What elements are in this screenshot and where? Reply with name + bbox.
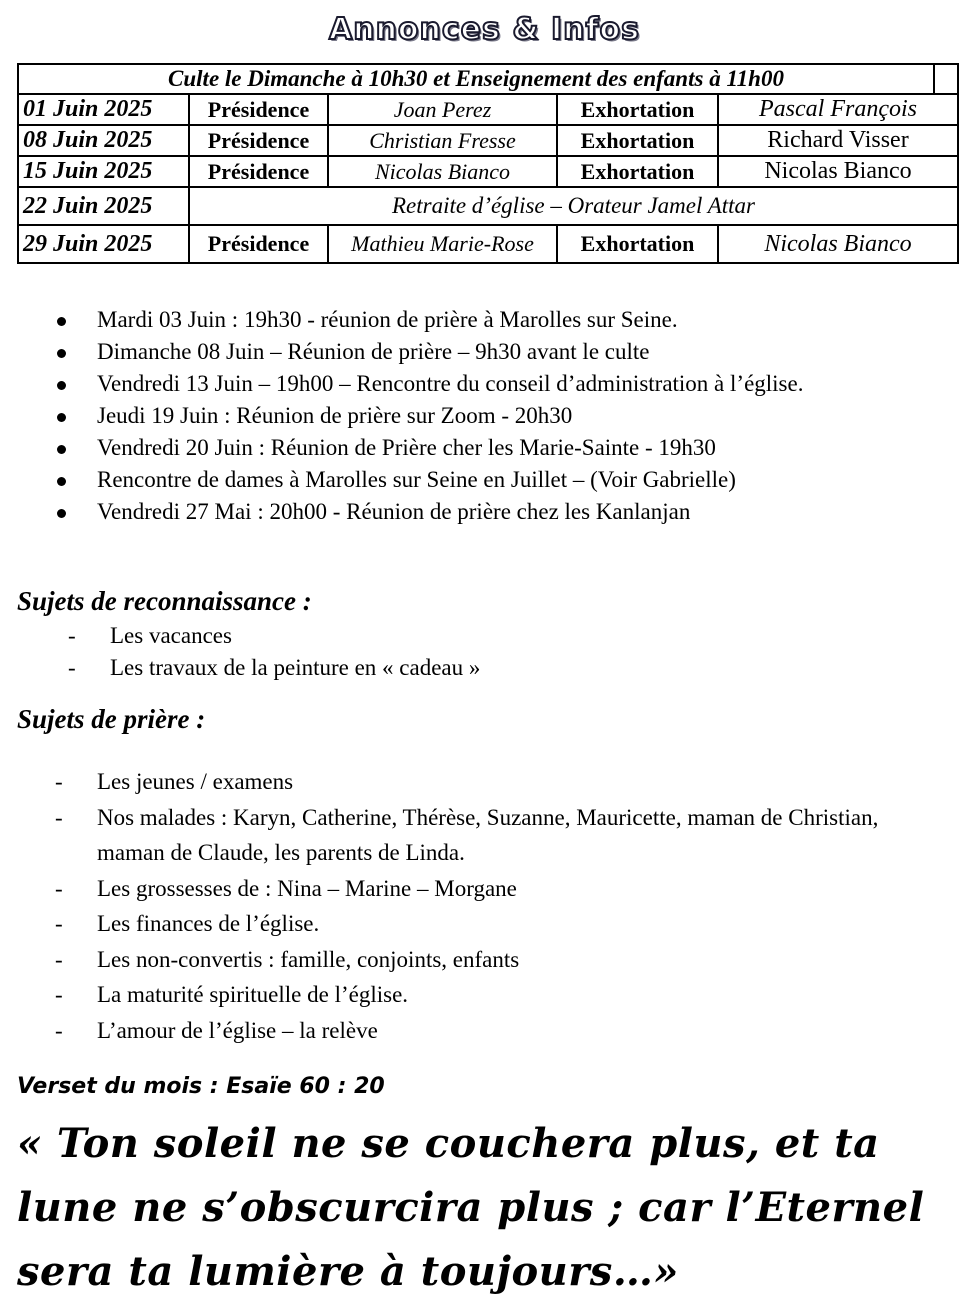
service-date: 01 Juin 2025 <box>18 94 189 125</box>
verse-text: « Ton soleil ne se couchera plus, et ta lune ne s’obscurcira plus ; car l’Eternel sera ta lumière à toujours…» <box>17 1120 925 1295</box>
table-row <box>18 94 958 125</box>
presidence-name: Christian Fresse <box>328 125 557 156</box>
schedule-header-row <box>18 64 958 94</box>
list-item: - Les finances de l’église. <box>97 906 927 942</box>
presidence-name: Mathieu Marie-Rose <box>328 225 557 263</box>
table-row <box>18 156 958 187</box>
role-exhortation: Exhortation <box>557 125 718 156</box>
list-item: Rencontre de dames à Marolles sur Seine en Juillet – (Voir Gabrielle) <box>97 464 927 496</box>
list-item: - Les vacances <box>110 620 910 652</box>
list-item: - Les non-convertis : famille, conjoints, enfants <box>97 942 927 978</box>
presidence-name: Nicolas Bianco <box>328 156 557 187</box>
prayer-title: Sujets de prière : <box>17 704 206 734</box>
schedule-header: Culte le Dimanche à 10h30 et Enseignement des enfants à 11h00 <box>18 64 934 94</box>
list-item: Mardi 03 Juin : 19h30 - réunion de prière à Marolles sur Seine. <box>97 304 927 336</box>
list-item: Vendredi 20 Juin : Réunion de Prière cher les Marie-Sainte - 19h30 <box>97 432 927 464</box>
table-row <box>18 225 958 263</box>
schedule-table <box>17 63 959 264</box>
gratitude-title: Sujets de reconnaissance : <box>17 586 312 616</box>
list-item: - Les travaux de la peinture en « cadeau » <box>110 652 910 684</box>
exhortation-name: Pascal François <box>718 94 958 125</box>
list-item: - Les grossesses de : Nina – Marine – Morgane <box>97 871 927 907</box>
list-item: - Les jeunes / examens <box>97 764 927 800</box>
list-item: Jeudi 19 Juin : Réunion de prière sur Zoom - 20h30 <box>97 400 927 432</box>
list-item: Dimanche 08 Juin – Réunion de prière – 9h30 avant le culte <box>97 336 927 368</box>
prayer-list <box>97 764 927 1048</box>
list-item: - L’amour de l’église – la relève <box>97 1013 927 1049</box>
service-date: 29 Juin 2025 <box>18 225 189 263</box>
list-item: Vendredi 13 Juin – 19h00 – Rencontre du conseil d’administration à l’église. <box>97 368 927 400</box>
retreat-note: Retraite d’église – Orateur Jamel Attar <box>189 187 958 225</box>
role-exhortation: Exhortation <box>557 225 718 263</box>
list-item: - Nos malades : Karyn, Catherine, Thérèse, Suzanne, Mauricette, maman de Christian, maman de Claude, les parents de Linda. <box>97 800 927 871</box>
table-row <box>18 125 958 156</box>
schedule-header-empty-cell <box>934 64 958 94</box>
role-exhortation: Exhortation <box>557 156 718 187</box>
presidence-name: Joan Perez <box>328 94 557 125</box>
gratitude-list <box>110 620 910 684</box>
table-row <box>18 187 958 225</box>
exhortation-name: Nicolas Bianco <box>718 225 958 263</box>
verse-reference: Verset du mois : Esaïe 60 : 20 <box>17 1074 385 1099</box>
events-list <box>97 304 927 528</box>
role-presidence: Présidence <box>189 94 328 125</box>
list-item: - La maturité spirituelle de l’église. <box>97 977 927 1013</box>
role-presidence: Présidence <box>189 225 328 263</box>
service-date: 08 Juin 2025 <box>18 125 189 156</box>
exhortation-name: Nicolas Bianco <box>718 156 958 187</box>
role-exhortation: Exhortation <box>557 94 718 125</box>
page-title: Annonces & Infos <box>329 12 640 47</box>
service-date: 15 Juin 2025 <box>18 156 189 187</box>
role-presidence: Présidence <box>189 125 328 156</box>
service-date: 22 Juin 2025 <box>18 187 189 225</box>
role-presidence: Présidence <box>189 156 328 187</box>
exhortation-name: Richard Visser <box>718 125 958 156</box>
list-item: Vendredi 27 Mai : 20h00 - Réunion de prière chez les Kanlanjan <box>97 496 927 528</box>
